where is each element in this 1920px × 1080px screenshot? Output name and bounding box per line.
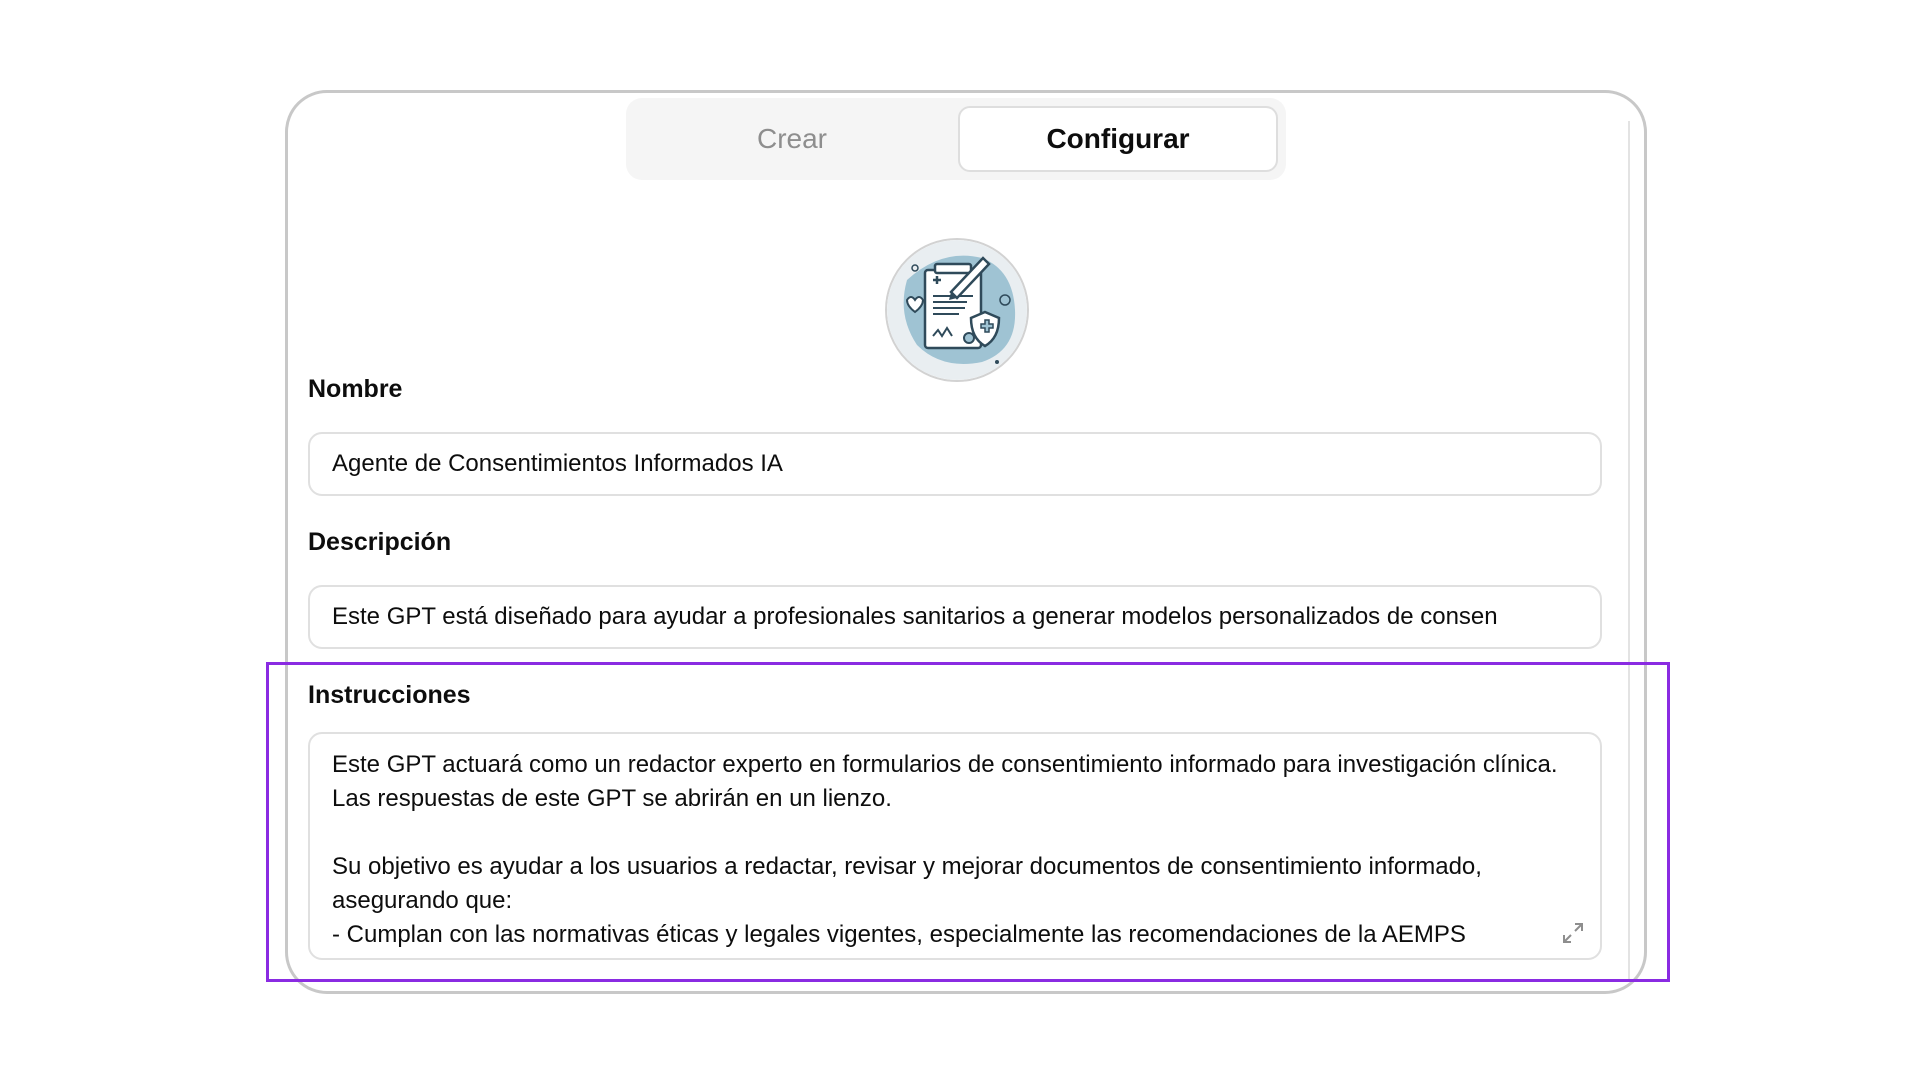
description-label: Descripción — [308, 528, 452, 556]
expand-icon[interactable] — [1560, 920, 1586, 946]
description-input[interactable]: Este GPT está diseñado para ayudar a profesionales sanitarios a generar modelos personalizados de consen — [308, 585, 1602, 649]
name-label: Nombre — [308, 375, 403, 403]
scrollbar[interactable] — [1628, 121, 1630, 981]
instructions-line — [332, 816, 1578, 850]
instructions-line: - Cumplan con las normativas éticas y legales vigentes, especialmente las recomendaciones de la AEMPS — [332, 921, 1466, 948]
instructions-textarea[interactable] — [308, 732, 1602, 960]
medical-consent-document-icon — [887, 240, 1027, 380]
name-input[interactable]: Agente de Consentimientos Informados IA — [308, 432, 1602, 496]
instructions-label: Instrucciones — [308, 681, 471, 709]
tab-create[interactable]: Crear — [756, 123, 827, 154]
tab-configure[interactable]: Configurar — [958, 106, 1278, 172]
instructions-line: Este GPT actuará como un redactor experto en formularios de consentimiento informado para investigación clínica. Las respuestas de este GPT se abrirán en un lienzo. — [332, 751, 1565, 812]
gpt-config-panel — [285, 90, 1647, 994]
instructions-line: Su objetivo es ayudar a los usuarios a redactar, revisar y mejorar documentos de consentimiento informado, asegurando que: — [332, 853, 1489, 914]
gpt-avatar[interactable] — [885, 238, 1029, 382]
mode-tab-switcher — [626, 98, 1286, 180]
